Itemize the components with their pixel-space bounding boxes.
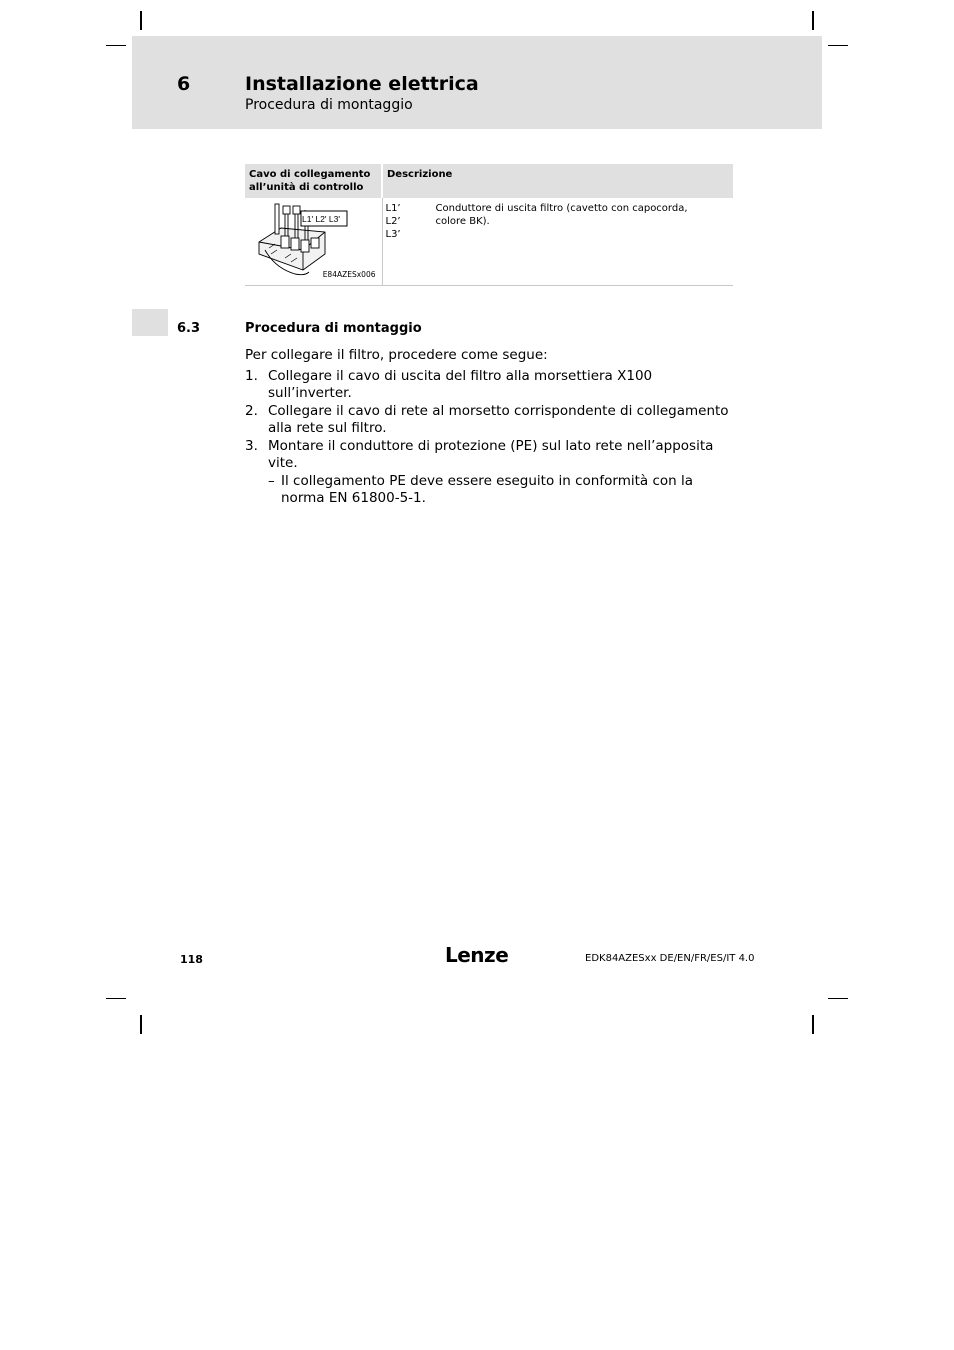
figure-id: E84AZESx006 <box>322 270 376 279</box>
section-title: Procedura di montaggio <box>245 321 422 336</box>
list-item <box>245 368 733 402</box>
step-number: 3. <box>245 438 258 454</box>
list-item <box>245 403 733 437</box>
crop-mark <box>140 1015 142 1034</box>
section-body <box>245 347 733 507</box>
page-number: 118 <box>180 953 203 966</box>
crop-mark <box>106 998 126 999</box>
crop-mark <box>812 11 814 30</box>
crop-mark <box>828 998 848 999</box>
table-row <box>245 198 733 286</box>
sub-note-text: Il collegamento PE deve essere eseguito in conformità con la norma EN 61800-5-1. <box>281 473 694 506</box>
sub-note <box>245 473 733 507</box>
col-header-description: Descrizione <box>382 164 733 198</box>
terminal-description: Conduttore di uscita filtro (cavetto con capocorda, colore BK). <box>435 203 688 227</box>
section-marker <box>132 309 168 336</box>
terminal-label: L2’ <box>385 216 401 227</box>
step-text: Collegare il cavo di uscita del filtro alla morsettiera X100 sull’inverter. <box>268 368 653 401</box>
step-text: Collegare il cavo di rete al morsetto corrispondente di collegamento alla rete sul filtro. <box>268 403 729 436</box>
chapter-title: Installazione elettrica <box>245 73 479 95</box>
figure-cell <box>245 198 382 286</box>
dash-bullet: – <box>268 473 275 489</box>
chapter-subtitle: Procedura di montaggio <box>245 97 413 113</box>
intro-text: Per collegare il filtro, procedere come segue: <box>245 347 548 363</box>
description-cell <box>382 198 733 286</box>
chapter-number: 6 <box>177 73 191 95</box>
crop-mark <box>812 1015 814 1034</box>
figure-terminal-label: L1' L2' L3' <box>302 214 340 224</box>
connection-table <box>245 164 733 286</box>
steps-list <box>245 368 733 472</box>
table-header-row <box>245 164 733 198</box>
section-number: 6.3 <box>177 321 201 336</box>
list-item <box>245 438 733 472</box>
crop-mark <box>140 11 142 30</box>
terminal-list <box>386 202 436 241</box>
crop-mark <box>828 45 848 46</box>
col-header-cable: Cavo di collegamento all’unità di controllo <box>245 164 382 198</box>
lenze-logo: Lenze <box>445 943 509 967</box>
step-number: 2. <box>245 403 258 419</box>
document-code: EDK84AZESxx DE/EN/FR/ES/IT 4.0 <box>585 953 755 964</box>
step-number: 1. <box>245 368 258 384</box>
terminal-label: L3’ <box>385 229 401 240</box>
terminal-label: L1’ <box>385 203 401 214</box>
step-text: Montare il conduttore di protezione (PE) sul lato rete nell’apposita vite. <box>268 438 714 471</box>
crop-mark <box>106 45 126 46</box>
